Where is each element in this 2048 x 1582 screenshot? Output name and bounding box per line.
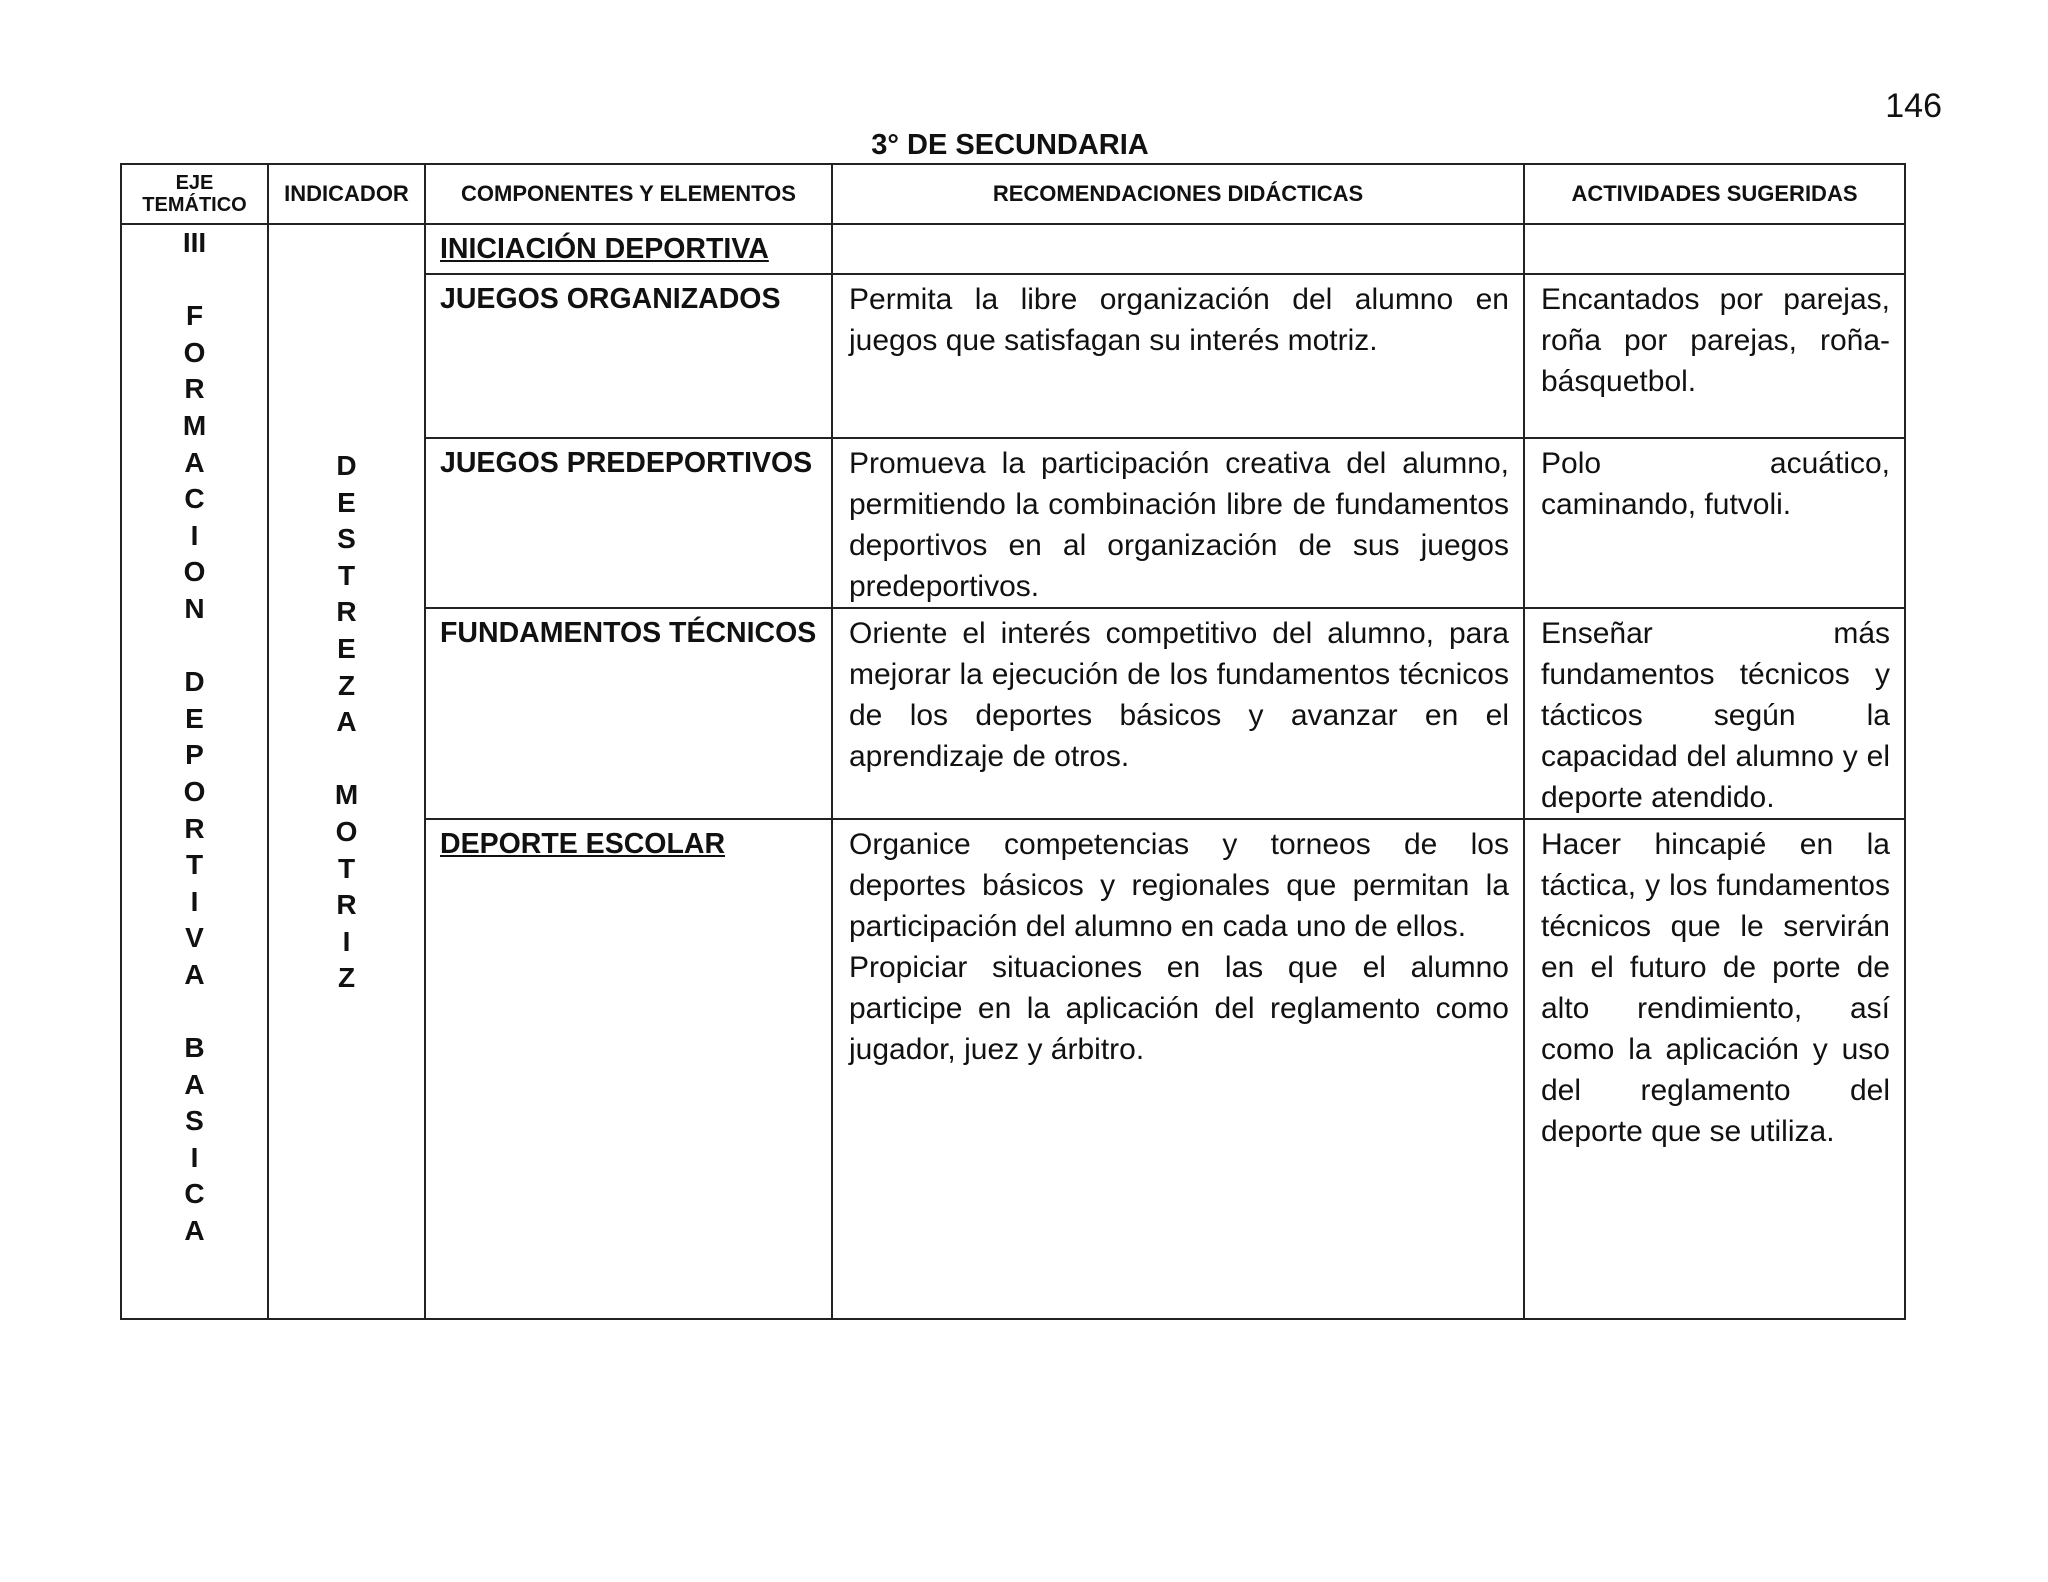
section-heading: INICIACIÓN DEPORTIVA <box>440 233 769 265</box>
table-row <box>121 224 1905 274</box>
componente-label: DEPORTE ESCOLAR <box>440 828 726 860</box>
header-actividades: ACTIVIDADES SUGERIDAS <box>1524 164 1905 224</box>
indicador-vertical-text: D E S T R E Z A M O T R I Z <box>334 450 359 994</box>
componente-cell <box>425 819 832 1319</box>
section-heading-cell <box>425 224 832 274</box>
recomendacion-paragraph: Propiciar situaciones en las que el alumno participe en la aplicación del reglamento como jugador, juez y árbitro. <box>849 951 1509 1066</box>
recomendacion-paragraph: Organice competencias y torneos de los deportes básicos y regionales que permitan la participación del alumno en cada uno de ellos. <box>849 828 1509 943</box>
table-header-row <box>121 164 1905 224</box>
recomendacion-cell: Permita la libre organización del alumno en juegos que satisfagan su interés motriz. <box>832 274 1524 438</box>
header-componentes: COMPONENTES Y ELEMENTOS <box>425 164 832 224</box>
actividades-cell: Hacer hincapié en la táctica, y los fundamentos técnicos que le servirán en el futuro de porte de alto rendimiento, así como la aplicación y uso del reglamento del deporte que se utiliza. <box>1524 819 1905 1319</box>
recomendacion-cell: Promueva la participación creativa del alumno, permitiendo la combinación libre de fundamentos deportivos en al organización de sus juegos predeportivos. <box>832 438 1524 608</box>
header-eje-tematico: EJE TEMÁTICO <box>121 164 268 224</box>
indicador-cell <box>268 224 425 1319</box>
header-recomendaciones: RECOMENDACIONES DIDÁCTICAS <box>832 164 1524 224</box>
header-indicador: INDICADOR <box>268 164 425 224</box>
componente-cell: JUEGOS ORGANIZADOS <box>425 274 832 438</box>
page-number: 146 <box>1885 87 1942 125</box>
recomendacion-cell: Oriente el interés competitivo del alumno, para mejorar la ejecución de los fundamentos técnicos de los deportes básicos y avanzar en el aprendizaje de otros. <box>832 608 1524 819</box>
eje-tematico-vertical-text: III F O R M A C I O N D E P O R T I V A B A S I C A <box>182 227 207 1247</box>
recomendacion-cell <box>832 819 1524 1319</box>
componente-cell: JUEGOS PREDEPORTIVOS <box>425 438 832 608</box>
actividades-cell: Polo acuático, caminando, futvoli. <box>1524 438 1905 608</box>
empty-cell <box>832 224 1524 274</box>
page-title: 3° DE SECUNDARIA <box>871 129 1149 161</box>
actividades-cell: Encantados por parejas, roña por parejas, roña-básquetbol. <box>1524 274 1905 438</box>
curriculum-table <box>120 163 1906 1320</box>
actividades-cell: Enseñar más fundamentos técnicos y tácticos según la capacidad del alumno y el deporte atendido. <box>1524 608 1905 819</box>
empty-cell <box>1524 224 1905 274</box>
componente-cell: FUNDAMENTOS TÉCNICOS <box>425 608 832 819</box>
eje-tematico-cell <box>121 224 268 1319</box>
